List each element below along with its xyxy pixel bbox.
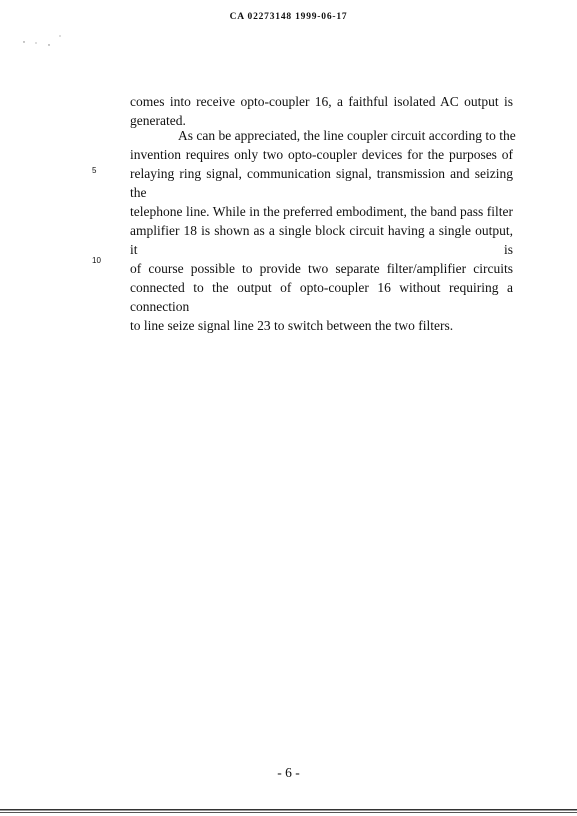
text-line: to line seize signal line 23 to switch between the two filters. <box>130 318 454 333</box>
text-line: invention requires only two opto-coupler devices for the purposes of <box>130 147 513 162</box>
scan-specks <box>22 34 72 50</box>
text-line: connected to the output of opto-coupler 16 without requiring a connection <box>130 280 513 314</box>
paragraph-2 <box>130 126 516 335</box>
paragraph-1 <box>130 92 513 130</box>
text-line: of course possible to provide two separate filter/amplifier circuits <box>130 261 513 276</box>
text-line: relaying ring signal, communication signal, transmission and seizing the <box>130 166 513 200</box>
page-bottom-rule <box>0 809 577 816</box>
text-line: As can be appreciated, the line coupler circuit according to the <box>178 128 516 143</box>
text-line: generated. <box>130 113 186 128</box>
page-number: - 6 - <box>277 765 300 780</box>
document-header: CA 02273148 1999-06-17 <box>229 12 348 22</box>
line-number-10: 10 <box>92 256 101 265</box>
text-line: telephone line. While in the preferred embodiment, the band pass filter <box>130 204 513 219</box>
text-line: amplifier 18 is shown as a single block circuit having a single output, it is <box>130 223 513 257</box>
text-line: comes into receive opto-coupler 16, a faithful isolated AC output is <box>130 94 513 109</box>
line-number-5: 5 <box>92 166 97 175</box>
